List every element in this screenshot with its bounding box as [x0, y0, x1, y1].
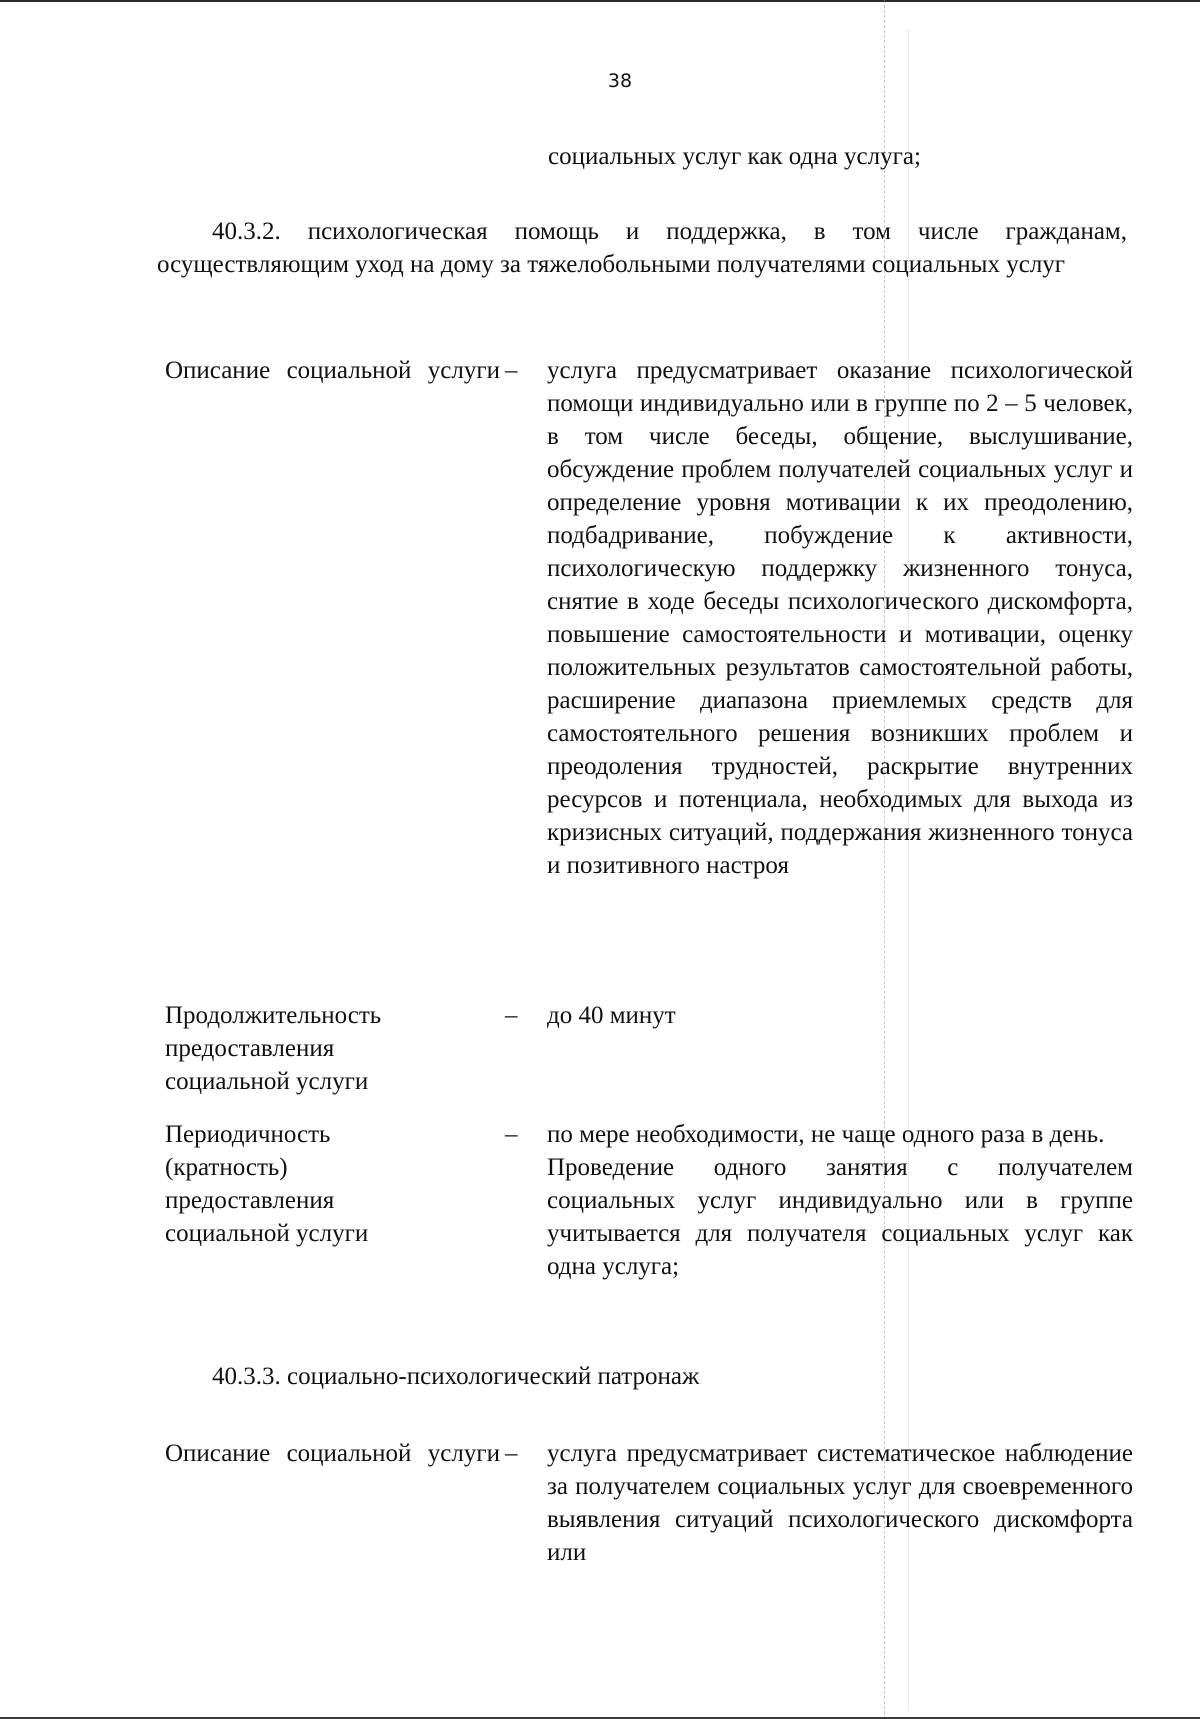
row-dash: –	[505, 1440, 518, 1467]
row-value: услуга предусматривает оказание психологической помощи индивидуально или в группе по 2 – 5 человек, в том числе беседы, общение, выслушивание, обсуждение проблем получателей социальных услуг и определение уровня мотивации к их преодолению, подбадривание, побуждение к активности, психологическую поддержку жизненного тонуса, снятие в ходе беседы психологического дискомфорта, повышение самостоятельности и мотивации, оценку положительных результатов самостоятельной работы, расширение диапазона приемлемых средств для самостоятельного решения возникших проблем и преодоления трудностей, раскрытие внутренних ресурсов и потенциала, необходимых для выхода из кризисных ситуаций, поддержания жизненного тонуса и позитивного настроя	[547, 357, 1133, 879]
section-40-3-3-heading: 40.3.3. социально-психологический патронаж	[212, 1363, 700, 1390]
row-dash: –	[505, 1121, 518, 1148]
row-value	[547, 1118, 1133, 1283]
page-number: 38	[607, 70, 633, 92]
row-value-part-2: Проведение одного занятия с получателем социальных услуг индивидуально или в группе учитывается для получателя социальных услуг как одна услуга;	[547, 1154, 1133, 1280]
row-label: Описание социальной услуги	[165, 357, 500, 384]
row-dash: –	[505, 1002, 518, 1029]
scan-top-edge	[0, 0, 1200, 2]
row-label: Описание социальной услуги	[165, 1440, 500, 1467]
row-label: Продолжительность предоставления социальной услуги	[165, 1002, 382, 1095]
section-40-3-2-heading: 40.3.2. психологическая помощь и поддержка, в том числе гражданам, осуществляющим уход на дому за тяжелобольными получателями социальных услуг	[157, 218, 1127, 278]
row-label: Периодичность (кратность) предоставления социальной услуги	[165, 1121, 369, 1247]
row-value: до 40 минут	[547, 1002, 676, 1029]
row-value-part-1: по мере необходимости, не чаще одного раза в день.	[547, 1121, 1105, 1148]
row-value: услуга предусматривает систематическое наблюдение за получателем социальных услуг для своевременного выявления ситуаций психологического дискомфорта или	[547, 1440, 1133, 1566]
row-dash: –	[505, 357, 518, 384]
carryover-line: социальных услуг как одна услуга;	[548, 143, 921, 170]
